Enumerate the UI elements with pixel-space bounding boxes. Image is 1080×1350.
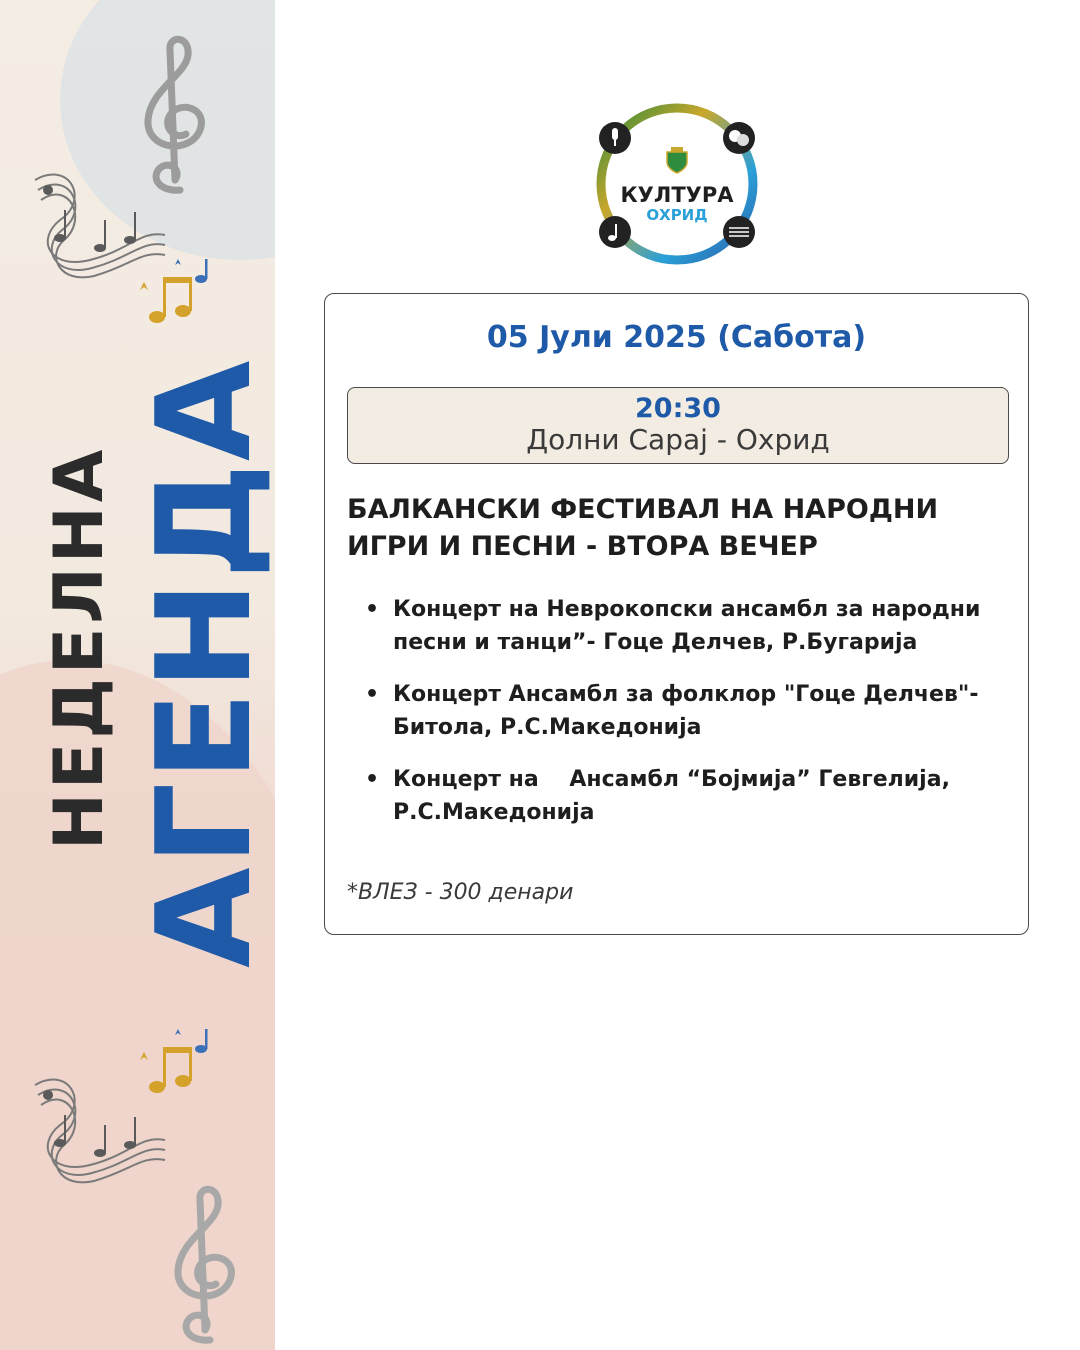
time-venue-box xyxy=(347,387,1009,464)
coat-of-arms-icon xyxy=(667,147,687,173)
event-card xyxy=(324,293,1029,935)
golden-notes-icon xyxy=(135,255,220,330)
title-big: АГЕНДА xyxy=(128,358,280,968)
event-venue: Долни Сарај - Охрид xyxy=(526,423,830,456)
music-note-icon xyxy=(599,216,631,248)
svg-text:КУЛТУРА: КУЛТУРА xyxy=(620,183,734,207)
bullet-icon: • xyxy=(365,767,380,792)
sidebar xyxy=(0,0,275,1350)
microphone-icon xyxy=(599,122,631,154)
list-item-text: Концерт на Ансамбл “Бојмија” Гевгелија, Р.С.Македонија xyxy=(393,767,958,825)
kultura-ohrid-logo xyxy=(593,100,761,268)
entry-note: *ВЛЕЗ - 300 денари xyxy=(347,880,574,905)
logo-graphic xyxy=(593,100,761,268)
list-item xyxy=(365,763,1015,829)
program-list xyxy=(365,593,1015,848)
list-item xyxy=(365,678,1015,744)
list-item xyxy=(365,593,1015,659)
title-small: НЕДЕЛНА xyxy=(40,445,119,850)
bullet-icon: • xyxy=(365,597,380,622)
event-title: БАЛКАНСКИ ФЕСТИВАЛ НА НАРОДНИ ИГРИ И ПЕСНИ - ВТОРА ВЕЧЕР xyxy=(347,494,939,562)
sheet-music-icon xyxy=(723,216,755,248)
list-item-text: Концерт на Неврокопски ансамбл за народни песни и танци”- Гоце Делчев, Р.Бугарија xyxy=(393,597,989,655)
svg-text:ОХРИД: ОХРИД xyxy=(646,206,708,224)
music-staff-icon xyxy=(30,1065,170,1195)
bullet-icon: • xyxy=(365,682,380,707)
theatre-masks-icon xyxy=(723,122,755,154)
event-time: 20:30 xyxy=(635,393,721,424)
list-item-text: Концерт Ансамбл за фолклор "Гоце Делчев"- Битола, Р.С.Македонија xyxy=(393,682,987,740)
treble-clef-icon xyxy=(150,1180,260,1350)
event-date: 05 Јули 2025 (Сабота) xyxy=(486,320,867,355)
